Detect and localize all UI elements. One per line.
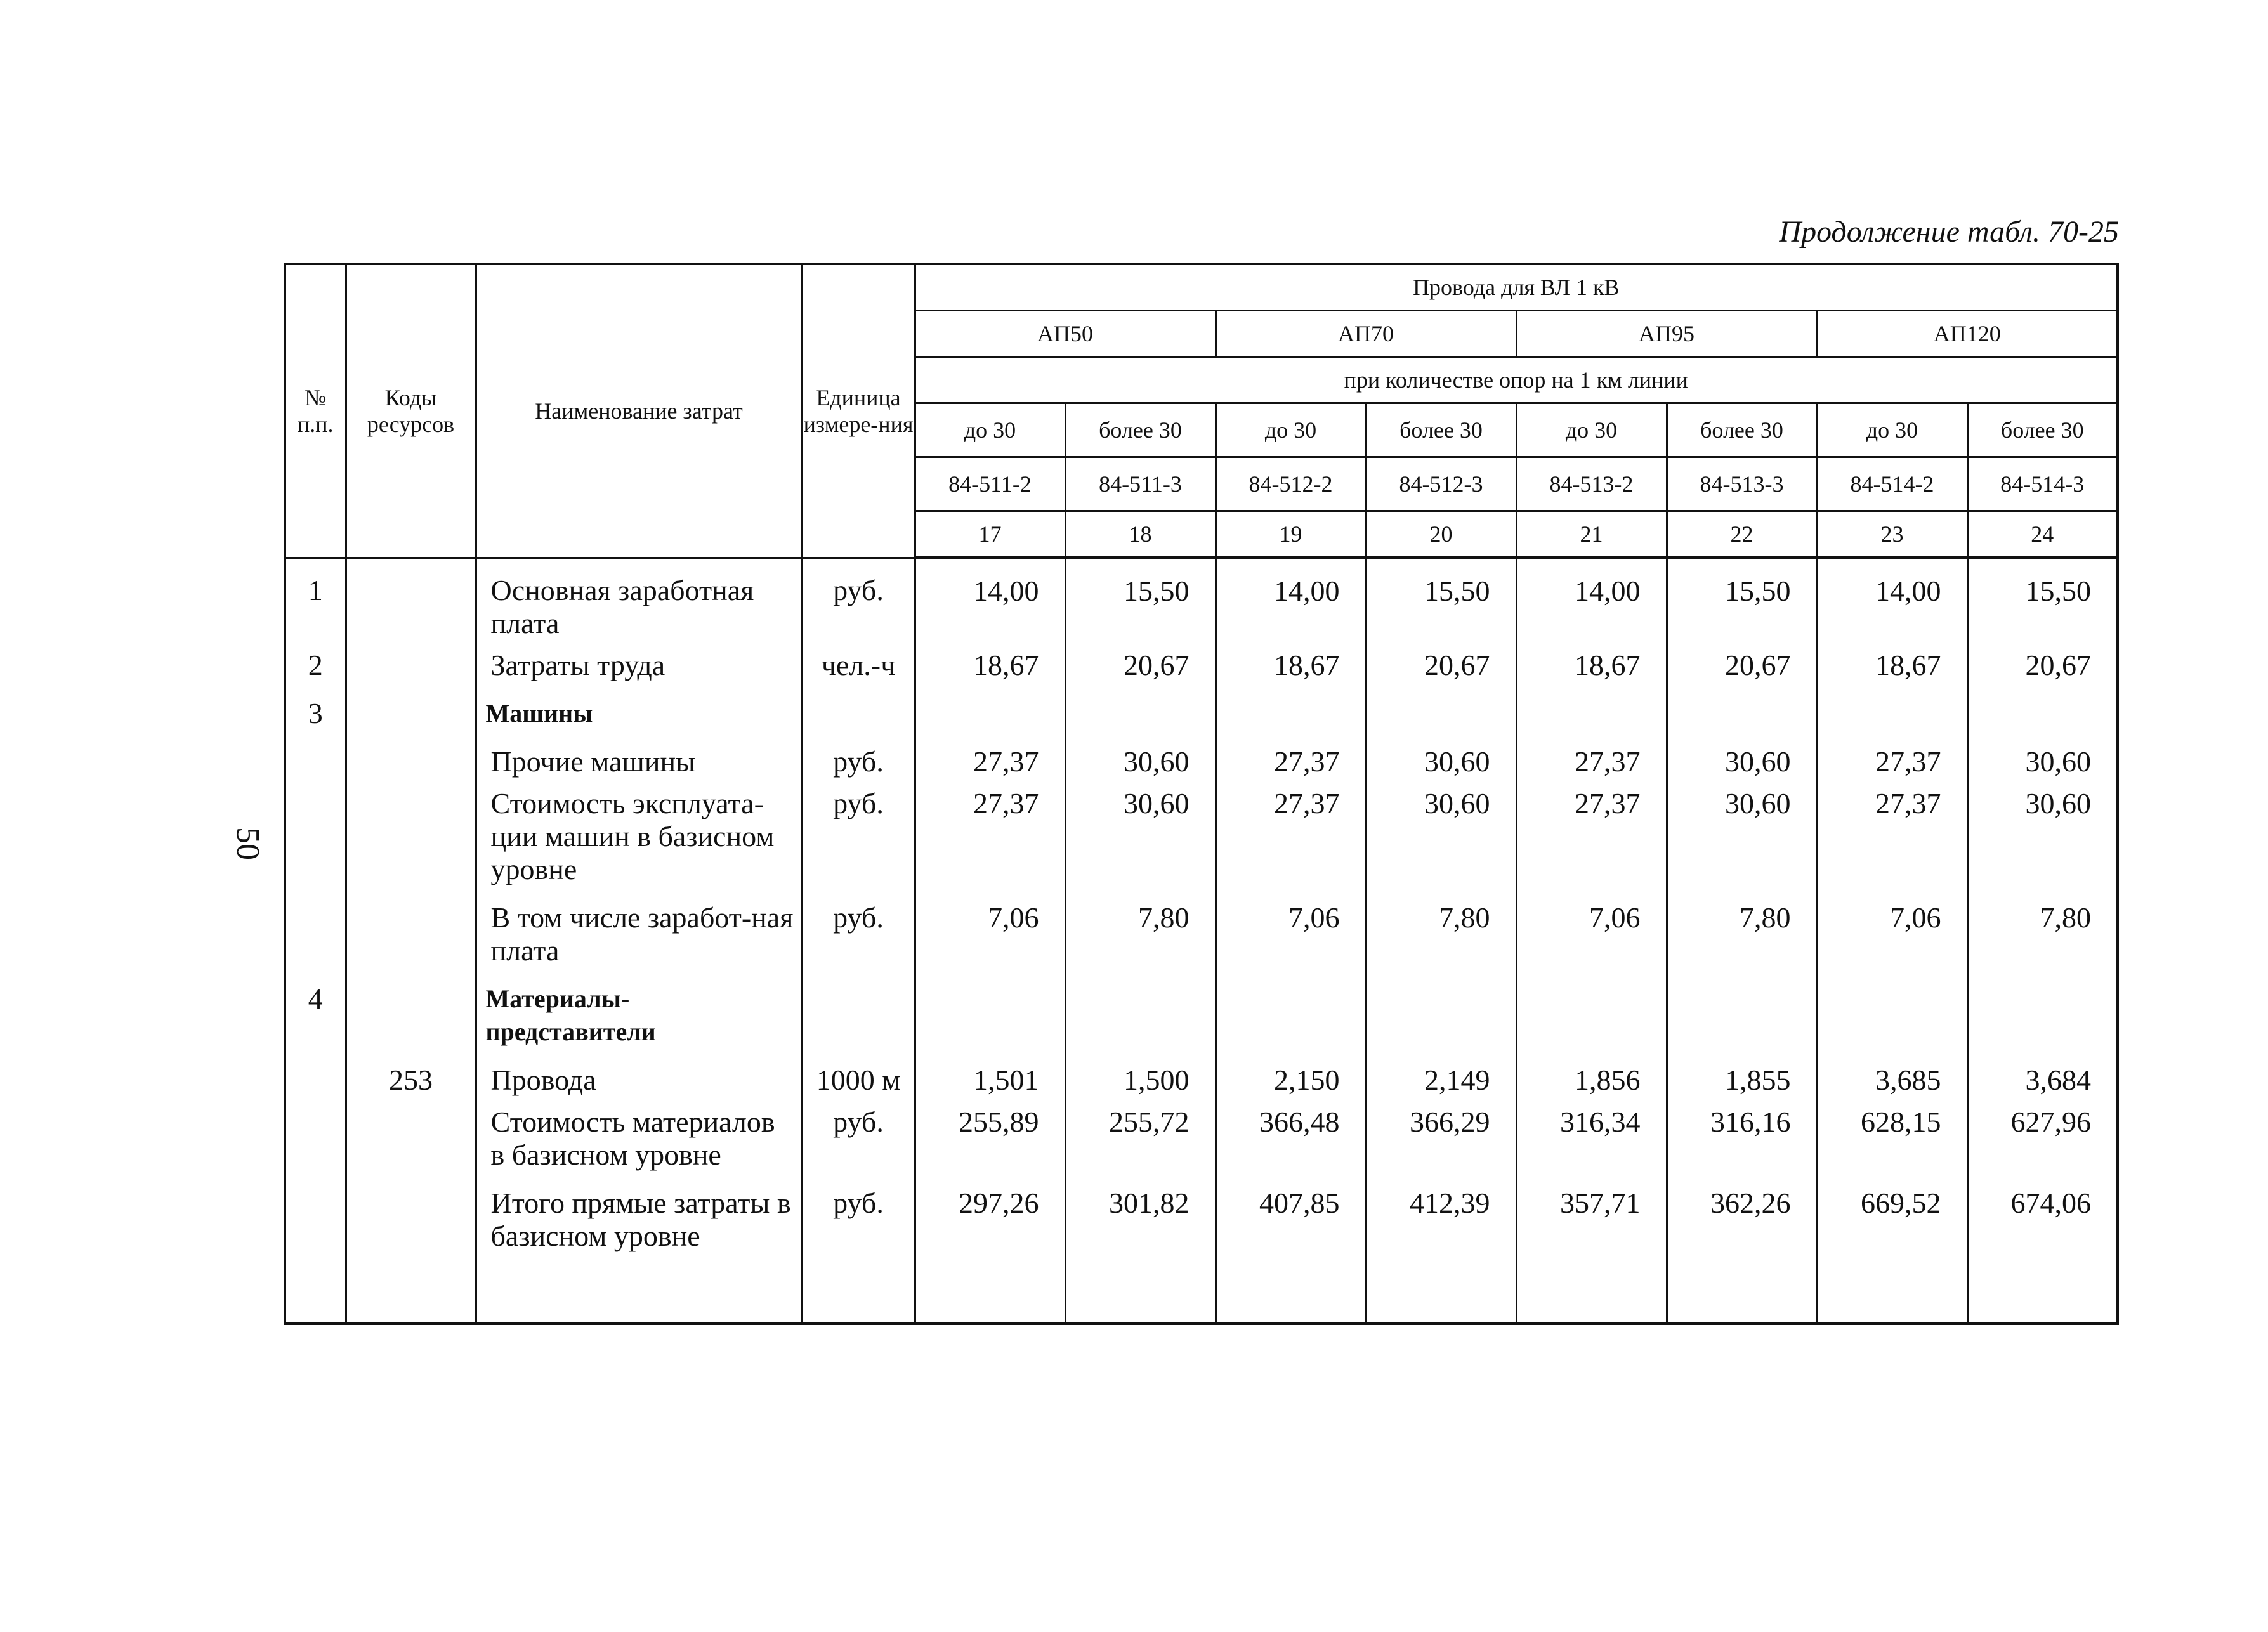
header-wire: АП95 <box>1516 311 1817 357</box>
table-row <box>285 682 2118 730</box>
row-value <box>1817 682 1967 730</box>
row-value: 1,500 <box>1065 1048 1216 1097</box>
row-value: 2,149 <box>1366 1048 1516 1097</box>
row-value: 18,67 <box>1516 640 1667 682</box>
row-number <box>285 730 346 778</box>
row-cost-name: Основная заработная плата <box>476 558 802 641</box>
row-value: 7,80 <box>1667 886 1817 967</box>
row-value <box>1667 682 1817 730</box>
empty-cell <box>1065 1253 1216 1324</box>
empty-cell <box>285 1253 346 1324</box>
row-unit <box>802 967 915 1048</box>
row-number <box>285 1097 346 1172</box>
empty-cell <box>476 1253 802 1324</box>
header-codes: Коды ресурсов <box>346 264 476 558</box>
row-number: 3 <box>285 682 346 730</box>
row-unit: чел.-ч <box>802 640 915 682</box>
row-resource-code <box>346 886 476 967</box>
row-value <box>1516 967 1667 1048</box>
row-value: 669,52 <box>1817 1172 1967 1253</box>
row-cost-name: Машины <box>476 682 802 730</box>
empty-cell <box>915 1253 1065 1324</box>
row-resource-code <box>346 967 476 1048</box>
row-value <box>1216 967 1366 1048</box>
row-value: 27,37 <box>915 730 1065 778</box>
header-group: Провода для ВЛ 1 кВ <box>915 264 2118 311</box>
row-value: 7,06 <box>915 886 1065 967</box>
table-row <box>285 886 2118 967</box>
row-unit: 1000 м <box>802 1048 915 1097</box>
empty-cell <box>346 1253 476 1324</box>
row-cost-name: В том числе заработ-ная плата <box>476 886 802 967</box>
header-colnum: 18 <box>1065 511 1216 558</box>
header-wire: АП120 <box>1817 311 2118 357</box>
row-value: 18,67 <box>1817 640 1967 682</box>
row-value <box>915 682 1065 730</box>
header-wire: АП70 <box>1216 311 1516 357</box>
row-value: 412,39 <box>1366 1172 1516 1253</box>
empty-cell <box>1366 1253 1516 1324</box>
header-code: 84-512-3 <box>1366 457 1516 511</box>
row-cost-name: Затраты труда <box>476 640 802 682</box>
row-value: 3,685 <box>1817 1048 1967 1097</box>
table-row <box>285 640 2118 682</box>
header-colnum: 22 <box>1667 511 1817 558</box>
row-unit: руб. <box>802 730 915 778</box>
table-row <box>285 558 2118 641</box>
empty-cell <box>1967 1253 2118 1324</box>
table-row <box>285 778 2118 886</box>
row-value: 14,00 <box>915 558 1065 641</box>
row-value: 14,00 <box>1516 558 1667 641</box>
row-value: 27,37 <box>1216 730 1366 778</box>
row-value <box>1516 682 1667 730</box>
header-colnum: 17 <box>915 511 1065 558</box>
row-unit: руб. <box>802 886 915 967</box>
empty-cell <box>1216 1253 1366 1324</box>
row-value: 30,60 <box>1967 730 2118 778</box>
row-value: 14,00 <box>1216 558 1366 641</box>
header-code: 84-512-2 <box>1216 457 1366 511</box>
row-value: 15,50 <box>1366 558 1516 641</box>
row-value <box>1216 682 1366 730</box>
row-resource-code <box>346 558 476 641</box>
row-resource-code <box>346 682 476 730</box>
row-value: 362,26 <box>1667 1172 1817 1253</box>
table-row <box>285 967 2118 1048</box>
row-cost-name: Материалы-представители <box>476 967 802 1048</box>
row-value: 366,48 <box>1216 1097 1366 1172</box>
row-cost-name: Прочие машины <box>476 730 802 778</box>
empty-cell <box>1667 1253 1817 1324</box>
row-value <box>1366 682 1516 730</box>
row-value: 628,15 <box>1817 1097 1967 1172</box>
row-value: 301,82 <box>1065 1172 1216 1253</box>
row-value: 20,67 <box>1065 640 1216 682</box>
row-value: 18,67 <box>915 640 1065 682</box>
row-unit: руб. <box>802 1097 915 1172</box>
row-value <box>1065 682 1216 730</box>
row-value: 357,71 <box>1516 1172 1667 1253</box>
row-resource-code <box>346 1172 476 1253</box>
row-value <box>1065 967 1216 1048</box>
table-row <box>285 1097 2118 1172</box>
header-no: № п.п. <box>285 264 346 558</box>
header-wire: АП50 <box>915 311 1216 357</box>
row-value: 366,29 <box>1366 1097 1516 1172</box>
empty-cell <box>1516 1253 1667 1324</box>
row-unit: руб. <box>802 778 915 886</box>
row-value: 7,06 <box>1216 886 1366 967</box>
row-resource-code <box>346 778 476 886</box>
table-body <box>285 558 2118 1324</box>
row-value <box>1967 967 2118 1048</box>
header-range: более 30 <box>1065 403 1216 457</box>
row-value: 20,67 <box>1667 640 1817 682</box>
row-value: 15,50 <box>1065 558 1216 641</box>
header-colnum: 20 <box>1366 511 1516 558</box>
row-value: 27,37 <box>915 778 1065 886</box>
row-value: 1,501 <box>915 1048 1065 1097</box>
header-range: более 30 <box>1967 403 2118 457</box>
row-cost-name: Провода <box>476 1048 802 1097</box>
row-value: 18,67 <box>1216 640 1366 682</box>
header-unit: Единица измере-ния <box>802 264 915 558</box>
row-value: 407,85 <box>1216 1172 1366 1253</box>
row-resource-code: 253 <box>346 1048 476 1097</box>
header-range: более 30 <box>1667 403 1817 457</box>
row-unit: руб. <box>802 1172 915 1253</box>
header-range: до 30 <box>1216 403 1366 457</box>
row-value: 7,80 <box>1366 886 1516 967</box>
header-colnum: 21 <box>1516 511 1667 558</box>
row-value <box>1366 967 1516 1048</box>
header-code: 84-511-3 <box>1065 457 1216 511</box>
table-row <box>285 1172 2118 1253</box>
row-number <box>285 778 346 886</box>
header-code: 84-513-3 <box>1667 457 1817 511</box>
row-value: 27,37 <box>1516 730 1667 778</box>
row-value: 15,50 <box>1967 558 2118 641</box>
row-value: 14,00 <box>1817 558 1967 641</box>
row-value: 674,06 <box>1967 1172 2118 1253</box>
row-unit: руб. <box>802 558 915 641</box>
row-value: 30,60 <box>1065 778 1216 886</box>
row-value: 316,34 <box>1516 1097 1667 1172</box>
header-colnum: 23 <box>1817 511 1967 558</box>
table-filler-row <box>285 1253 2118 1324</box>
row-value <box>915 967 1065 1048</box>
table-row <box>285 730 2118 778</box>
header-code: 84-514-3 <box>1967 457 2118 511</box>
row-value: 30,60 <box>1366 730 1516 778</box>
row-value <box>1817 967 1967 1048</box>
row-number: 4 <box>285 967 346 1048</box>
row-value: 316,16 <box>1667 1097 1817 1172</box>
row-value: 15,50 <box>1667 558 1817 641</box>
row-value: 30,60 <box>1065 730 1216 778</box>
row-value: 20,67 <box>1366 640 1516 682</box>
row-number <box>285 1172 346 1253</box>
header-range: до 30 <box>1817 403 1967 457</box>
header-condition: при количестве опор на 1 км линии <box>915 357 2118 403</box>
row-cost-name: Стоимость эксплуата-ции машин в базисном уровне <box>476 778 802 886</box>
row-resource-code <box>346 730 476 778</box>
empty-cell <box>1817 1253 1967 1324</box>
row-number: 2 <box>285 640 346 682</box>
header-range: до 30 <box>1516 403 1667 457</box>
row-value: 255,72 <box>1065 1097 1216 1172</box>
page-number: 50 <box>230 827 266 860</box>
header-range: до 30 <box>915 403 1065 457</box>
row-value: 27,37 <box>1516 778 1667 886</box>
header-name: Наименование затрат <box>476 264 802 558</box>
row-value: 297,26 <box>915 1172 1065 1253</box>
header-code: 84-513-2 <box>1516 457 1667 511</box>
table-row <box>285 1048 2118 1097</box>
table-header <box>285 264 2118 558</box>
row-number <box>285 1048 346 1097</box>
row-cost-name: Стоимость материалов в базисном уровне <box>476 1097 802 1172</box>
row-value: 30,60 <box>1667 730 1817 778</box>
row-value: 30,60 <box>1366 778 1516 886</box>
empty-cell <box>802 1253 915 1324</box>
row-value: 7,80 <box>1967 886 2118 967</box>
row-value: 27,37 <box>1817 730 1967 778</box>
row-value: 20,67 <box>1967 640 2118 682</box>
row-value: 255,89 <box>915 1097 1065 1172</box>
row-value: 7,06 <box>1817 886 1967 967</box>
row-value: 1,855 <box>1667 1048 1817 1097</box>
row-cost-name: Итого прямые затраты в базисном уровне <box>476 1172 802 1253</box>
table-caption: Продолжение табл. 70-25 <box>1779 215 2119 249</box>
header-code: 84-511-2 <box>915 457 1065 511</box>
header-colnum: 19 <box>1216 511 1366 558</box>
row-value <box>1667 967 1817 1048</box>
row-value: 627,96 <box>1967 1097 2118 1172</box>
row-value: 27,37 <box>1817 778 1967 886</box>
header-colnum: 24 <box>1967 511 2118 558</box>
row-resource-code <box>346 640 476 682</box>
row-value: 7,06 <box>1516 886 1667 967</box>
row-number: 1 <box>285 558 346 641</box>
row-value: 2,150 <box>1216 1048 1366 1097</box>
row-value: 3,684 <box>1967 1048 2118 1097</box>
header-code: 84-514-2 <box>1817 457 1967 511</box>
row-unit <box>802 682 915 730</box>
row-value: 30,60 <box>1667 778 1817 886</box>
row-value: 27,37 <box>1216 778 1366 886</box>
cost-table <box>284 263 2119 1325</box>
row-value: 1,856 <box>1516 1048 1667 1097</box>
row-resource-code <box>346 1097 476 1172</box>
row-number <box>285 886 346 967</box>
row-value: 7,80 <box>1065 886 1216 967</box>
row-value <box>1967 682 2118 730</box>
header-range: более 30 <box>1366 403 1516 457</box>
row-value: 30,60 <box>1967 778 2118 886</box>
